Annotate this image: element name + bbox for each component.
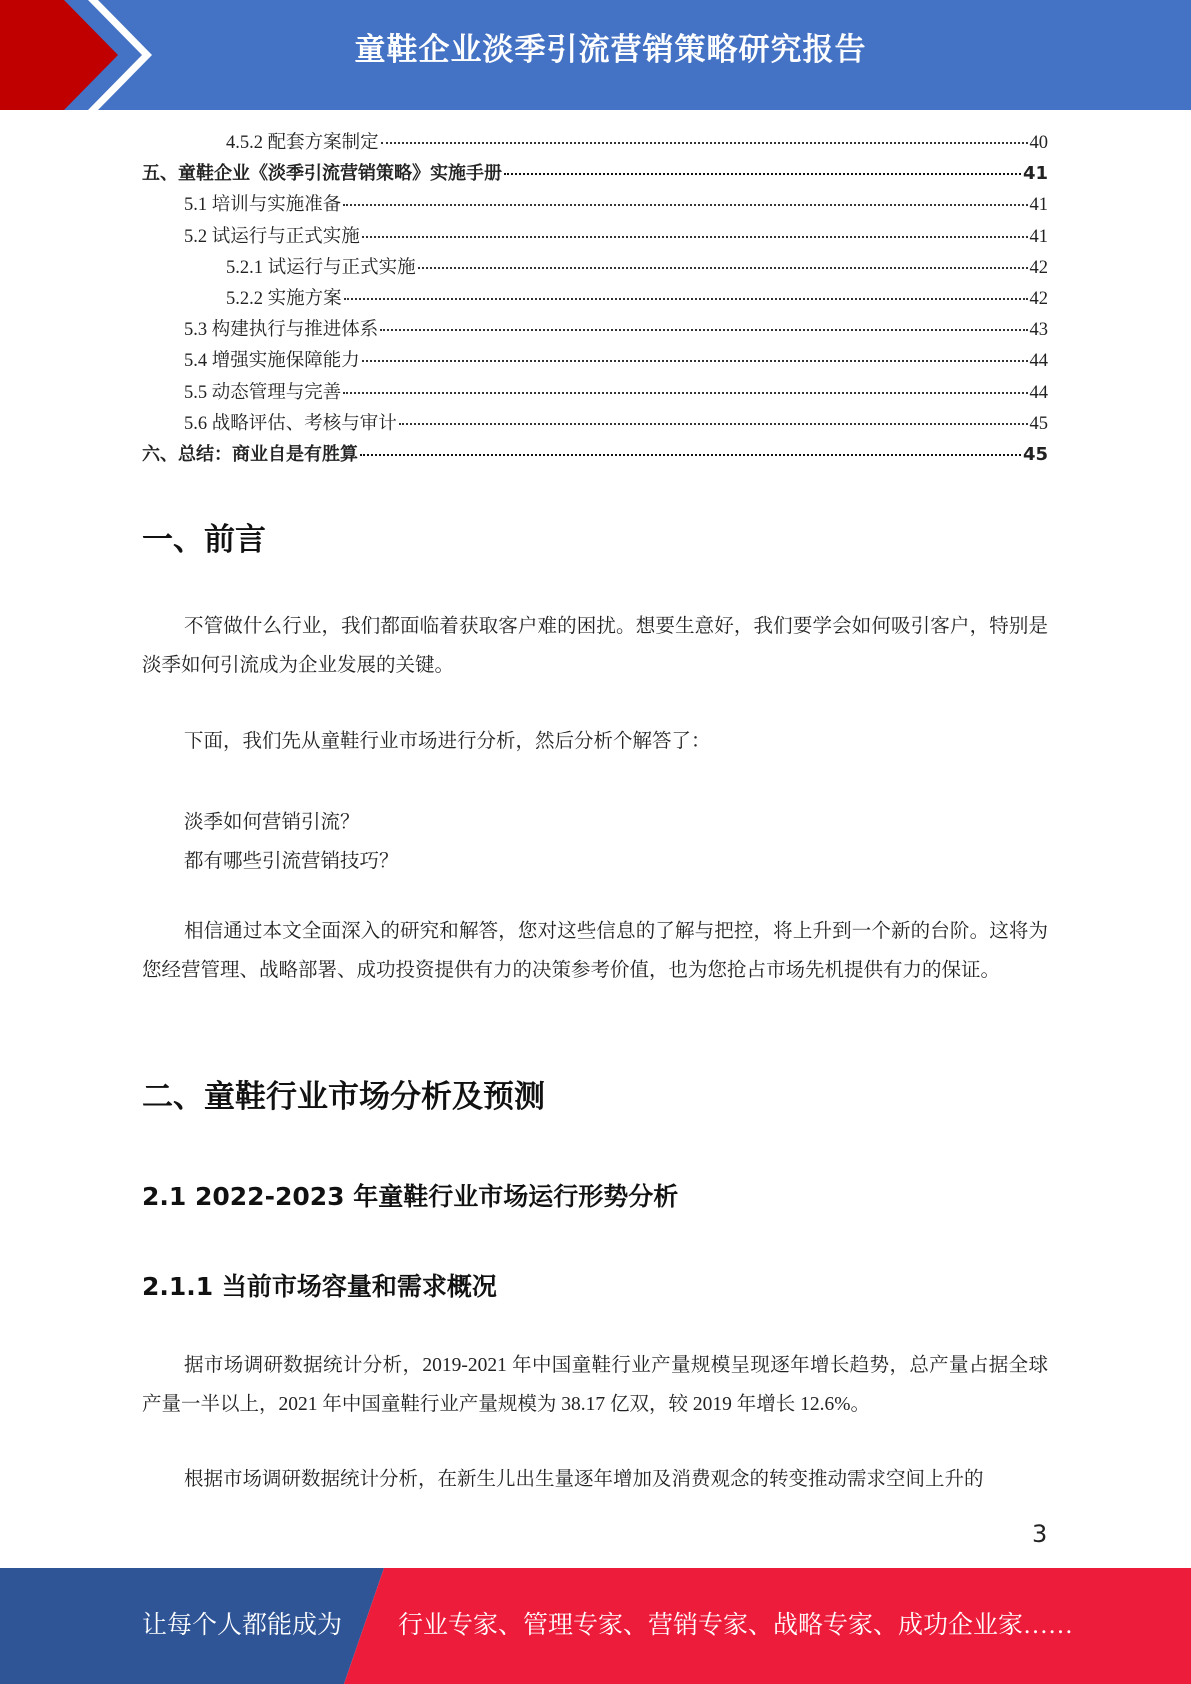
page-header	[0, 0, 1191, 110]
toc-entry[interactable]	[142, 315, 1048, 346]
preface-paragraph-2: 下面，我们先从童鞋行业市场进行分析，然后分析个解答了：	[184, 731, 711, 752]
toc-leader-dots	[418, 267, 1028, 269]
page-number: 3	[1032, 1520, 1048, 1548]
toc-entry-page: 41	[1022, 163, 1048, 185]
report-title: 童鞋企业淡季引流营销策略研究报告	[354, 32, 867, 68]
toc-leader-dots	[343, 392, 1027, 394]
toc-entry-label: 5.3 构建执行与推进体系	[184, 320, 379, 341]
toc-leader-dots	[362, 360, 1028, 362]
table-of-contents	[142, 128, 1048, 471]
toc-entry-label: 5.1 培训与实施准备	[184, 195, 342, 216]
toc-entry-label: 六、总结：商业自是有胜算	[142, 443, 358, 465]
toc-entry-page: 41	[1029, 226, 1048, 247]
toc-leader-dots	[344, 298, 1028, 300]
footer-slogan-left: 让每个人都能成为	[142, 1612, 343, 1639]
preface-question-1: 淡季如何营销引流？	[184, 812, 360, 833]
subsection-heading-2-1-1: 2.1.1 当前市场容量和需求概况	[142, 1272, 497, 1301]
preface-question-2: 都有哪些引流营销技巧？	[184, 851, 399, 872]
toc-entry[interactable]	[142, 222, 1048, 253]
toc-entry[interactable]	[142, 253, 1048, 284]
footer-slogan-right: 行业专家、管理专家、营销专家、战略专家、成功企业家……	[398, 1612, 1074, 1639]
toc-entry-page: 45	[1029, 413, 1048, 434]
toc-leader-dots	[381, 142, 1028, 144]
market-paragraph-2: 根据市场调研数据统计分析，在新生儿出生量逐年增加及消费观念的转变推动需求空间上升的	[184, 1469, 984, 1490]
preface-paragraph-1: 不管做什么行业，我们都面临着获取客户难的困扰。想要生意好，我们要学会如何吸引客户，特别是淡季如何引流成为企业发展的关键。	[142, 616, 1048, 676]
toc-leader-dots	[504, 173, 1021, 175]
toc-entry-label: 5.5 动态管理与完善	[184, 382, 342, 403]
section-heading-market-analysis: 二、童鞋行业市场分析及预测	[142, 1079, 545, 1115]
toc-entry-page: 44	[1029, 351, 1048, 372]
market-paragraph-1: 据市场调研数据统计分析，2019-2021 年中国童鞋行业产量规模呈现逐年增长趋势，总产量占据全球产量一半以上，2021 年中国童鞋行业产量规模为 38.17 亿双，较 2019 年增长 12.6%。	[142, 1355, 1048, 1415]
toc-entry-label: 5.4 增强实施保障能力	[184, 351, 360, 372]
toc-leader-dots	[362, 236, 1028, 238]
toc-entry[interactable]	[142, 440, 1048, 471]
toc-entry-page: 44	[1029, 382, 1048, 403]
preface-paragraph-3: 相信通过本文全面深入的研究和解答，您对这些信息的了解与把控，将上升到一个新的台阶。这将为您经营管理、战略部署、成功投资提供有力的决策参考价值，也为您抢占市场先机提供有力的保证。	[142, 921, 1048, 981]
toc-leader-dots	[343, 204, 1027, 206]
subsection-heading-2-1: 2.1 2022-2023 年童鞋行业市场运行形势分析	[142, 1182, 679, 1211]
toc-entry[interactable]	[142, 159, 1048, 190]
toc-leader-dots	[380, 329, 1027, 331]
toc-entry[interactable]	[142, 284, 1048, 315]
page-footer	[0, 1568, 1191, 1684]
toc-entry-page: 40	[1029, 133, 1048, 153]
toc-entry-label: 五、童鞋企业《淡季引流营销策略》实施手册	[142, 163, 502, 185]
toc-entry-page: 43	[1029, 320, 1048, 341]
toc-entry-label: 4.5.2 配套方案制定	[226, 133, 379, 153]
toc-entry-page: 41	[1029, 195, 1048, 216]
toc-entry-label: 5.2 试运行与正式实施	[184, 226, 360, 247]
toc-entry-label: 5.2.2 实施方案	[226, 288, 342, 309]
toc-leader-dots	[360, 454, 1021, 456]
toc-entry[interactable]	[142, 378, 1048, 409]
toc-leader-dots	[399, 423, 1028, 425]
toc-entry[interactable]	[142, 346, 1048, 377]
toc-entry[interactable]	[142, 128, 1048, 159]
toc-entry-page: 42	[1029, 257, 1048, 278]
toc-entry-label: 5.2.1 试运行与正式实施	[226, 257, 416, 278]
section-heading-preface: 一、前言	[142, 522, 266, 558]
toc-entry-page: 42	[1029, 288, 1048, 309]
toc-entry-page: 45	[1022, 443, 1048, 465]
toc-entry[interactable]	[142, 409, 1048, 440]
toc-entry-label: 5.6 战略评估、考核与审计	[184, 413, 397, 434]
toc-entry[interactable]	[142, 190, 1048, 221]
